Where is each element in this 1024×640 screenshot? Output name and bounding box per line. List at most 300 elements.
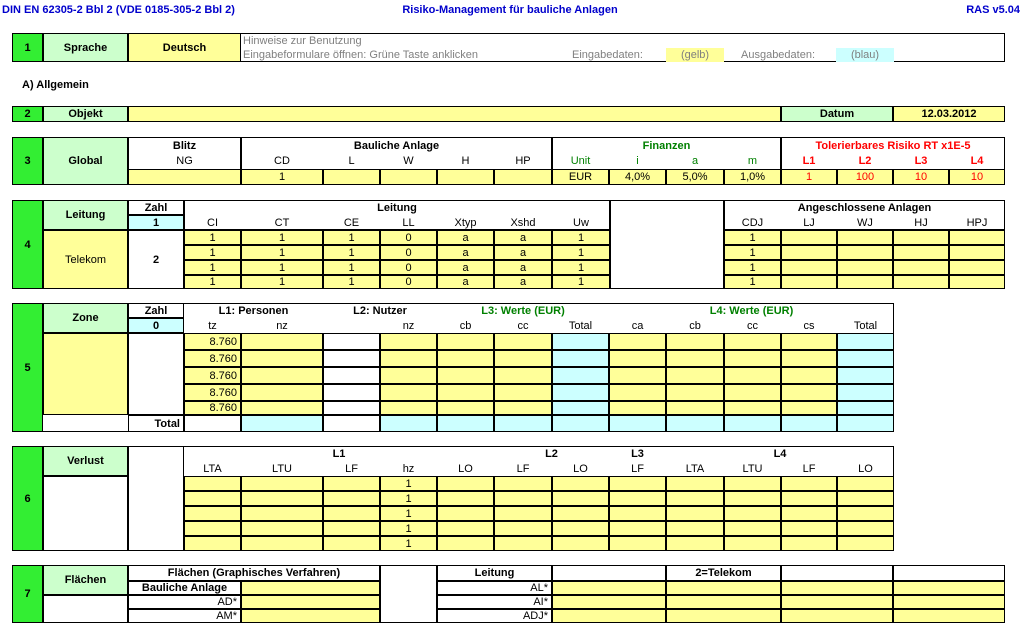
- zone-input[interactable]: [609, 384, 666, 401]
- doc-title: Risiko-Management für bauliche Anlagen: [402, 4, 618, 16]
- tz-input[interactable]: 8.760: [184, 384, 241, 401]
- telekom-label: Telekom: [65, 253, 106, 266]
- verlust-col-heading: hz: [402, 462, 415, 475]
- leitung-param-cell[interactable]: 0: [380, 230, 437, 245]
- row5-number-button[interactable]: 5: [12, 303, 43, 432]
- l-input[interactable]: [323, 169, 380, 185]
- leitung-param-cell[interactable]: 1: [241, 245, 323, 260]
- verlust-input[interactable]: [241, 476, 323, 491]
- zone-input[interactable]: [380, 401, 437, 415]
- hz-input[interactable]: 1: [380, 521, 437, 536]
- angeschl-input[interactable]: [837, 275, 893, 289]
- flaechen-button[interactable]: Flächen: [43, 565, 128, 595]
- leitung-params-heading: Leitung: [377, 202, 417, 214]
- flaechen-names-cell: [43, 595, 128, 623]
- cd-heading: CD: [274, 154, 290, 167]
- verlust-input[interactable]: [241, 536, 323, 551]
- verlust-input[interactable]: [323, 491, 380, 506]
- zone-input[interactable]: [437, 401, 494, 415]
- verlust-l2-heading: L2: [545, 448, 558, 460]
- verlust-input[interactable]: [837, 521, 894, 536]
- zone-input[interactable]: [666, 401, 724, 415]
- leitung-param-cell[interactable]: a: [437, 245, 494, 260]
- leitung-param-cell[interactable]: 1: [241, 230, 323, 245]
- verlust-col-heading: LO: [858, 462, 873, 475]
- leitung-param-cell[interactable]: 1: [184, 230, 241, 245]
- ad-input[interactable]: [241, 595, 380, 609]
- verlust-input[interactable]: [666, 536, 724, 551]
- cd-input[interactable]: 1: [241, 169, 323, 185]
- verlust-input[interactable]: [323, 506, 380, 521]
- zone-col-heading: cb: [689, 319, 701, 332]
- zone-input[interactable]: [724, 350, 781, 367]
- zone-input[interactable]: [609, 350, 666, 367]
- angeschl-col-heading: WJ: [857, 216, 873, 229]
- verlust-input[interactable]: [666, 476, 724, 491]
- verlust-spacer: [128, 446, 184, 551]
- finanzen-heading: Finanzen: [642, 140, 691, 152]
- verlust-input[interactable]: [609, 506, 666, 521]
- zone-input[interactable]: [781, 367, 837, 384]
- hz-input[interactable]: 1: [380, 476, 437, 491]
- angeschl-input[interactable]: [781, 245, 837, 260]
- zone-col-heading: nz: [276, 319, 288, 332]
- verlust-input[interactable]: [781, 491, 837, 506]
- row3-number-button[interactable]: 3: [12, 137, 43, 185]
- leitung-area-input[interactable]: [893, 609, 1005, 623]
- verlust-input[interactable]: [724, 506, 781, 521]
- l3-werte-heading: L3: Werte (EUR): [481, 305, 565, 317]
- leitung-param-cell[interactable]: 1: [552, 230, 610, 245]
- verlust-input[interactable]: [437, 536, 494, 551]
- zone-input[interactable]: [380, 384, 437, 401]
- zone-total-output: [552, 367, 609, 384]
- ausgabe-legend: (blau): [836, 48, 894, 62]
- hint-line-1: Hinweise zur Benutzung: [243, 35, 362, 47]
- zone-sum-output: [437, 415, 494, 432]
- verlust-names-cell: [43, 476, 128, 551]
- zone-col-heading: cc: [747, 319, 758, 332]
- angeschl-input[interactable]: [837, 245, 893, 260]
- sprache-button[interactable]: Sprache: [43, 33, 128, 62]
- risk-l2-input[interactable]: 100: [837, 169, 893, 185]
- zone-input[interactable]: [494, 401, 552, 415]
- ai-label: AI*: [437, 595, 552, 609]
- verlust-input[interactable]: [781, 536, 837, 551]
- verlust-col-heading: LF: [345, 462, 358, 475]
- leitung-param-cell[interactable]: 1: [184, 275, 241, 289]
- section-a-heading: A) Allgemein: [22, 79, 89, 91]
- leitung-area-input[interactable]: [666, 595, 781, 609]
- verlust-input[interactable]: [781, 521, 837, 536]
- zone-input[interactable]: [380, 350, 437, 367]
- ad-label: AD*: [128, 595, 241, 609]
- zone-input[interactable]: [380, 367, 437, 384]
- zone-col-heading: cc: [517, 319, 529, 332]
- verlust-input[interactable]: [241, 521, 323, 536]
- row6-number-button[interactable]: 6: [12, 446, 43, 551]
- leitung-area-input[interactable]: [893, 595, 1005, 609]
- verlust-input[interactable]: [609, 491, 666, 506]
- angeschl-input[interactable]: [893, 230, 949, 245]
- zone-sum-output: [552, 415, 609, 432]
- row7-number-button[interactable]: 7: [12, 565, 43, 623]
- zone-input[interactable]: [781, 384, 837, 401]
- hz-input[interactable]: 1: [380, 491, 437, 506]
- verlust-col-heading: LTA: [685, 462, 705, 475]
- verlust-input[interactable]: [494, 476, 552, 491]
- a-heading: a: [691, 154, 699, 167]
- zone-sum-output: [380, 415, 437, 432]
- leitung-param-cell[interactable]: 1: [323, 260, 380, 275]
- zone-col-heading: cs: [803, 319, 815, 332]
- angeschl-input[interactable]: [949, 245, 1005, 260]
- leitung-col-heading: Xtyp: [454, 216, 477, 229]
- unit-heading: Unit: [570, 154, 591, 167]
- zone-sum-output: [241, 415, 323, 432]
- al-label: AL*: [437, 581, 552, 595]
- leitung-param-cell[interactable]: 1: [184, 260, 241, 275]
- zone-input[interactable]: [724, 401, 781, 415]
- leitung-param-cell[interactable]: a: [437, 275, 494, 289]
- zone-total-output: [552, 350, 609, 367]
- risk-l1-heading: L1: [802, 154, 816, 167]
- zone-input[interactable]: [241, 350, 323, 367]
- verlust-input[interactable]: [494, 536, 552, 551]
- verlust-input[interactable]: [724, 476, 781, 491]
- verlust-input[interactable]: [552, 521, 609, 536]
- row2-number-button[interactable]: 2: [12, 106, 43, 122]
- zone-input[interactable]: [494, 367, 552, 384]
- leitung-area-input[interactable]: [781, 595, 893, 609]
- angeschl-input[interactable]: [781, 230, 837, 245]
- zone-input[interactable]: [241, 333, 323, 350]
- zone-total-label: Total: [128, 415, 184, 432]
- zone-total-output: [837, 350, 894, 367]
- verlust-input[interactable]: [837, 506, 894, 521]
- leitung-button[interactable]: Leitung: [43, 200, 128, 230]
- verlust-col-heading: LTU: [742, 462, 763, 475]
- leitung-param-cell[interactable]: a: [494, 260, 552, 275]
- cdj-input[interactable]: 1: [724, 230, 781, 245]
- eingabe-label: Eingabedaten:: [572, 49, 643, 61]
- risk-l4-input[interactable]: 10: [949, 169, 1005, 185]
- leitung-param-cell[interactable]: 1: [552, 275, 610, 289]
- hz-input[interactable]: 1: [380, 506, 437, 521]
- zone-zahl-heading: Zahl: [128, 303, 184, 318]
- zone-total-output: [837, 367, 894, 384]
- verlust-input[interactable]: [552, 506, 609, 521]
- m-input[interactable]: 1,0%: [724, 169, 781, 185]
- verlust-col-heading: LO: [573, 462, 588, 475]
- i-input[interactable]: 4,0%: [609, 169, 666, 185]
- verlust-input[interactable]: [724, 491, 781, 506]
- verlust-input[interactable]: [494, 506, 552, 521]
- graph-heading: Flächen (Graphisches Verfahren): [128, 565, 380, 581]
- l-heading: L: [348, 154, 355, 167]
- leitung-param-cell[interactable]: 0: [380, 260, 437, 275]
- leitung-area-input[interactable]: [893, 581, 1005, 595]
- zone-input[interactable]: [609, 333, 666, 350]
- verlust-col-heading: LF: [516, 462, 530, 475]
- zone-input[interactable]: [437, 333, 494, 350]
- leitung-area-input[interactable]: [552, 609, 666, 623]
- global-button[interactable]: Global: [43, 137, 128, 185]
- zone-col-heading: Total: [853, 319, 878, 332]
- blitz-heading: Blitz: [172, 140, 197, 152]
- zone-input[interactable]: [241, 367, 323, 384]
- leitung-param-cell[interactable]: a: [494, 275, 552, 289]
- verlust-input[interactable]: [666, 506, 724, 521]
- zone-input[interactable]: [666, 384, 724, 401]
- doc-version: RAS v5.04: [966, 4, 1020, 16]
- leitung-area-input[interactable]: [781, 581, 893, 595]
- zone-zahl-value: 0: [128, 318, 184, 333]
- verlust-input[interactable]: [241, 491, 323, 506]
- verlust-input[interactable]: [837, 476, 894, 491]
- verlust-input[interactable]: [552, 476, 609, 491]
- verlust-col-heading: LF: [631, 462, 644, 475]
- doc-standard: DIN EN 62305-2 Bbl 2 (VDE 0185-305-2 Bbl 2): [2, 4, 235, 16]
- verlust-col-heading: LF: [802, 462, 816, 475]
- zone-sum-output: [724, 415, 781, 432]
- zone-input[interactable]: [781, 333, 837, 350]
- zone-input[interactable]: [781, 401, 837, 415]
- angeschl-col-heading: HJ: [914, 216, 928, 229]
- flaechen-col-empty: [552, 565, 666, 581]
- objekt-input[interactable]: [128, 106, 781, 122]
- verlust-input[interactable]: [184, 521, 241, 536]
- verlust-input[interactable]: [184, 476, 241, 491]
- zone-total-output: [552, 401, 609, 415]
- angeschl-input[interactable]: [893, 275, 949, 289]
- verlust-input[interactable]: [552, 491, 609, 506]
- zone-input[interactable]: [241, 384, 323, 401]
- zone-input[interactable]: [437, 350, 494, 367]
- verlust-input[interactable]: [724, 536, 781, 551]
- leitung-area-input[interactable]: [666, 581, 781, 595]
- zone-names-cell[interactable]: [43, 333, 128, 415]
- zone-input[interactable]: [724, 384, 781, 401]
- angeschl-heading: Angeschlossene Anlagen: [797, 202, 932, 214]
- verlust-input[interactable]: [241, 506, 323, 521]
- angeschl-input[interactable]: [949, 230, 1005, 245]
- cdj-input[interactable]: 1: [724, 275, 781, 289]
- angeschl-input[interactable]: [949, 260, 1005, 275]
- ng-heading: NG: [176, 154, 193, 167]
- verlust-input[interactable]: [323, 476, 380, 491]
- leitung-param-cell[interactable]: 0: [380, 275, 437, 289]
- am-input[interactable]: [241, 609, 380, 623]
- risk-l3-heading: L3: [914, 154, 928, 167]
- tz-input[interactable]: 8.760: [184, 333, 241, 350]
- zone-input[interactable]: [609, 401, 666, 415]
- m-heading: m: [747, 154, 758, 167]
- zone-sum-output: [323, 415, 380, 432]
- zone-blank: [323, 350, 380, 367]
- verlust-input[interactable]: [666, 491, 724, 506]
- verlust-input[interactable]: [609, 521, 666, 536]
- verlust-input[interactable]: [666, 521, 724, 536]
- risk-l4-heading: L4: [970, 154, 984, 167]
- leitung-col-heading: CI: [207, 216, 218, 229]
- zone-input[interactable]: [609, 367, 666, 384]
- flaechen-telekom-heading: 2=Telekom: [666, 565, 781, 581]
- verlust-input[interactable]: [323, 536, 380, 551]
- verlust-input[interactable]: [494, 521, 552, 536]
- zone-total-output: [552, 333, 609, 350]
- verlust-l4-heading: L4: [773, 448, 787, 460]
- h-input[interactable]: [437, 169, 494, 185]
- zone-sum-output: [609, 415, 666, 432]
- objekt-button[interactable]: Objekt: [43, 106, 128, 122]
- verlust-input[interactable]: [494, 491, 552, 506]
- zone-col-heading: ca: [631, 319, 644, 332]
- unit-input[interactable]: EUR: [552, 169, 609, 185]
- leitung-area-input[interactable]: [552, 581, 666, 595]
- zone-button[interactable]: Zone: [43, 303, 128, 333]
- leitung-param-cell[interactable]: 1: [184, 245, 241, 260]
- zone-input[interactable]: [241, 401, 323, 415]
- sprache-value[interactable]: Deutsch: [128, 33, 241, 62]
- verlust-input[interactable]: [184, 536, 241, 551]
- verlust-input[interactable]: [184, 506, 241, 521]
- zone-input[interactable]: [781, 350, 837, 367]
- w-input[interactable]: [380, 169, 437, 185]
- angeschl-input[interactable]: [837, 260, 893, 275]
- leitung-area-input[interactable]: [552, 595, 666, 609]
- zone-total-output: [837, 384, 894, 401]
- zone-col-heading: tz: [208, 319, 217, 332]
- leitung-param-cell[interactable]: 1: [323, 245, 380, 260]
- zone-input[interactable]: [494, 350, 552, 367]
- leitung-param-cell[interactable]: a: [494, 245, 552, 260]
- verlust-col-heading: LTU: [272, 462, 292, 475]
- flaechen-col-empty-2: [781, 565, 893, 581]
- verlust-input[interactable]: [323, 521, 380, 536]
- angeschl-input[interactable]: [949, 275, 1005, 289]
- tz-input[interactable]: 8.760: [184, 401, 241, 415]
- verlust-input[interactable]: [437, 521, 494, 536]
- zone-input[interactable]: [666, 333, 724, 350]
- risk-l3-input[interactable]: 10: [893, 169, 949, 185]
- verlust-input[interactable]: [184, 491, 241, 506]
- zone-blank: [323, 367, 380, 384]
- ng-input[interactable]: [128, 169, 241, 185]
- verlust-input[interactable]: [437, 506, 494, 521]
- h-heading: H: [461, 154, 470, 167]
- verlust-input[interactable]: [609, 476, 666, 491]
- leitung-param-cell[interactable]: 1: [241, 260, 323, 275]
- zone-input[interactable]: [724, 367, 781, 384]
- angeschl-input[interactable]: [781, 275, 837, 289]
- w-heading: W: [403, 154, 414, 167]
- zone-zahl-body: [128, 333, 184, 415]
- verlust-input[interactable]: [437, 476, 494, 491]
- verlust-l3-heading: L3: [631, 448, 644, 460]
- hp-input[interactable]: [494, 169, 552, 185]
- angeschl-col-heading: CDJ: [741, 216, 764, 229]
- zone-input[interactable]: [437, 384, 494, 401]
- verlust-input[interactable]: [437, 491, 494, 506]
- angeschl-input[interactable]: [837, 230, 893, 245]
- adj-label: ADJ*: [437, 609, 552, 623]
- flaechen-bauliche-heading: Bauliche Anlage: [128, 581, 241, 595]
- leitung-col-heading: LL: [402, 216, 415, 229]
- verlust-input[interactable]: [609, 536, 666, 551]
- leitung-param-cell[interactable]: 1: [241, 275, 323, 289]
- row4-number-button[interactable]: 4: [12, 200, 43, 289]
- leitung-param-cell[interactable]: a: [494, 230, 552, 245]
- tz-input[interactable]: 8.760: [184, 350, 241, 367]
- leitung-spacer: [610, 200, 724, 289]
- a-input[interactable]: 5,0%: [666, 169, 724, 185]
- leitung-area-input[interactable]: [666, 609, 781, 623]
- leitung-param-cell[interactable]: a: [437, 260, 494, 275]
- cdj-input[interactable]: 1: [724, 260, 781, 275]
- leitung-param-cell[interactable]: 1: [323, 275, 380, 289]
- leitung-name-cell[interactable]: [43, 230, 128, 289]
- hz-input[interactable]: 1: [380, 536, 437, 551]
- zone-input[interactable]: [666, 367, 724, 384]
- zone-blank: [323, 384, 380, 401]
- leitung-col-heading: CT: [274, 216, 290, 229]
- leitung-col-heading: Uw: [573, 216, 589, 229]
- cdj-input[interactable]: 1: [724, 245, 781, 260]
- leitung-col-heading: CE: [343, 216, 360, 229]
- zone-input[interactable]: [494, 333, 552, 350]
- flaechen-leitung-heading: Leitung: [437, 565, 552, 581]
- risk-l1-input[interactable]: 1: [781, 169, 837, 185]
- leitung-param-cell[interactable]: 0: [380, 245, 437, 260]
- verlust-input[interactable]: [552, 536, 609, 551]
- verlust-input[interactable]: [781, 506, 837, 521]
- l2-nutzer-heading: L2: Nutzer: [353, 305, 407, 317]
- zone-input[interactable]: [380, 333, 437, 350]
- verlust-button[interactable]: Verlust: [43, 446, 128, 476]
- datum-label: Datum: [781, 106, 893, 122]
- angeschl-input[interactable]: [893, 245, 949, 260]
- zone-sum-output: [184, 415, 241, 432]
- verlust-col-heading: LO: [458, 462, 473, 475]
- zone-input[interactable]: [724, 333, 781, 350]
- row1-number-button[interactable]: 1: [12, 33, 43, 62]
- zone-input[interactable]: [494, 384, 552, 401]
- l4-werte-heading: L4: Werte (EUR): [709, 305, 794, 317]
- leitung-param-cell[interactable]: 1: [323, 230, 380, 245]
- verlust-input[interactable]: [837, 491, 894, 506]
- verlust-input[interactable]: [781, 476, 837, 491]
- leitung-param-cell[interactable]: a: [437, 230, 494, 245]
- leitung-area-input[interactable]: [781, 609, 893, 623]
- angeschl-col-heading: LJ: [803, 216, 815, 229]
- zone-col-heading: cb: [459, 319, 472, 332]
- flaechen-bauliche-input[interactable]: [241, 581, 380, 595]
- verlust-col-heading: LTA: [203, 462, 222, 475]
- verlust-input[interactable]: [724, 521, 781, 536]
- leitung-param-cell[interactable]: 1: [552, 245, 610, 260]
- zone-input[interactable]: [437, 367, 494, 384]
- datum-input[interactable]: 12.03.2012: [893, 106, 1005, 122]
- angeschl-input[interactable]: [893, 260, 949, 275]
- leitung-param-cell[interactable]: 1: [552, 260, 610, 275]
- angeschl-input[interactable]: [781, 260, 837, 275]
- zone-input[interactable]: [666, 350, 724, 367]
- zone-total-output: [837, 401, 894, 415]
- tz-input[interactable]: 8.760: [184, 367, 241, 384]
- bauliche-heading: Bauliche Anlage: [353, 140, 440, 152]
- verlust-input[interactable]: [837, 536, 894, 551]
